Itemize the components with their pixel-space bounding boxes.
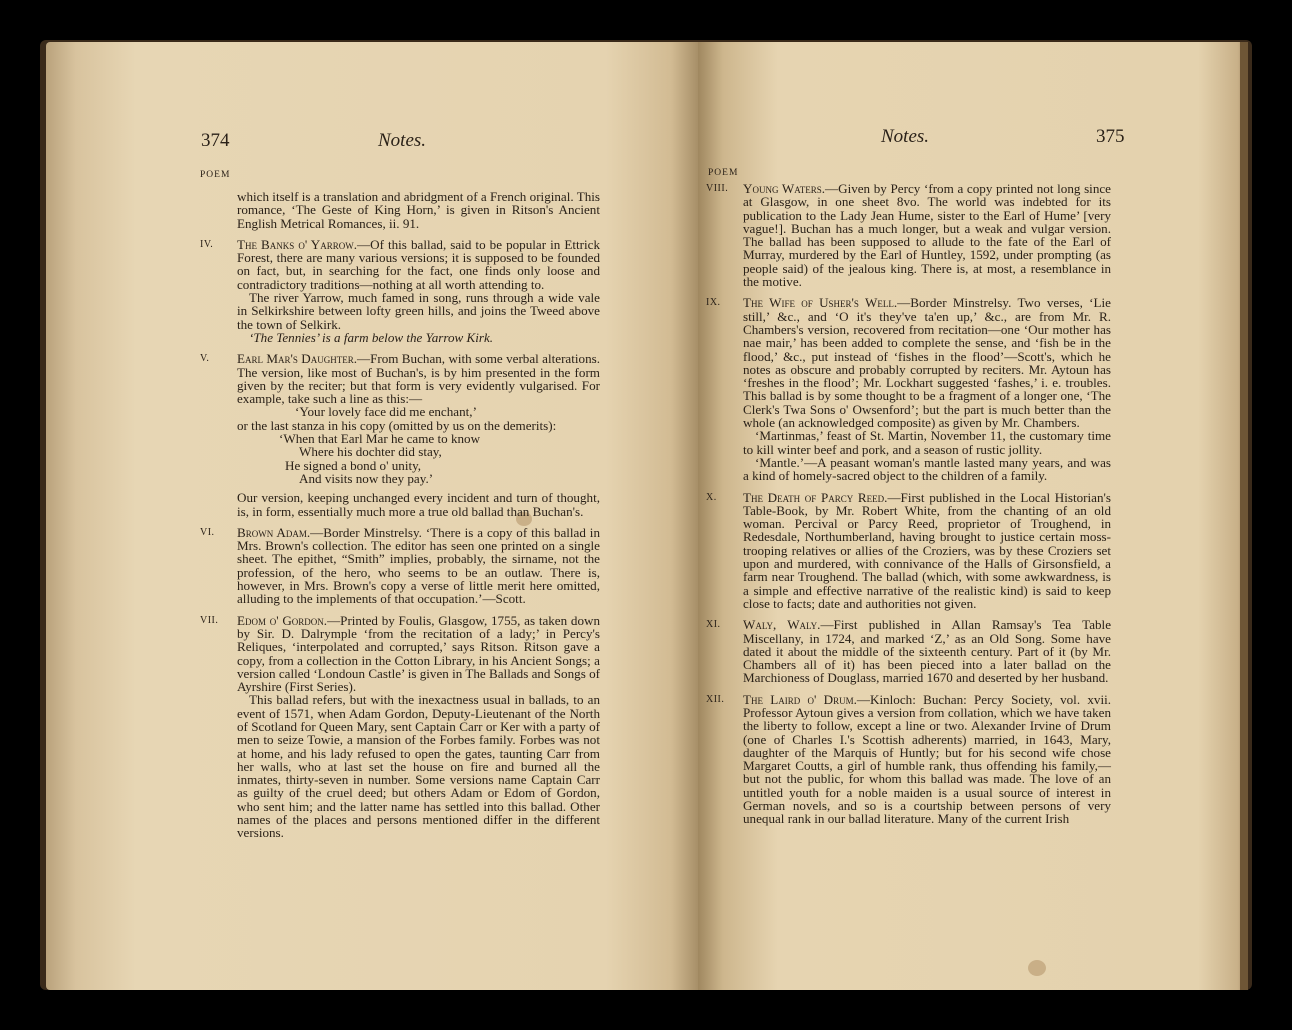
note-body: —From Buchan, with some verbal alterations. The version, like most of Buchan's, is by him presented in the form given by the reciter; but that form is very evidently vulgarised. For example, take such a line as this:—: [237, 351, 600, 407]
running-header-right: Notes.: [881, 126, 930, 147]
note-title: Edom o' Gordon.: [237, 612, 328, 628]
note-number: IX.: [706, 297, 721, 309]
note-title: Earl Mar's Daughter.: [237, 351, 357, 367]
note-number: VIII.: [706, 183, 729, 194]
note-paragraph: The river Yarrow, much famed in song, runs through a wide vale in Selkirkshire between lofty green hills, and joins the Tweed above the town of Selkirk.: [237, 290, 600, 332]
note-number: XI.: [706, 619, 721, 631]
note-body: —Of this ballad, said to be popular in Ettrick Forest, there are many various versions; it is supposed to be founded on fact, but, in searching for the fact, one finds only loose and contradictory traditions—nothing at all worth attending to.: [237, 236, 601, 292]
page-number-right: 375: [1096, 126, 1125, 147]
note-paragraph: ‘The Tennies’ is a farm below the Yarrow Kirk.: [249, 329, 494, 345]
verse-line: ‘When that Earl Mar he came to know: [279, 431, 481, 447]
verse-line: And visits now they pay.’: [299, 470, 434, 486]
note-v: [200, 352, 600, 518]
note-continuation: which itself is a translation and abridgment of a French original. This romance, ‘The Geste of King Horn,’ is given in Ritson's Ancient English Metrical Romances, ii. 91.: [237, 189, 600, 231]
note-number: XII.: [706, 693, 725, 705]
note-paragraph: This ballad refers, but with the inexactness usual in ballads, to an event of 1571, when Adam Gordon, Deputy-Lieutenant of the North of Scotland for Queen Mary, sent Captain Carr or Ker with a party of men to seize Towie, a mansion of the Forbes family. Forbes was not at home, and his lady refused to open the gates, taunting Carr from her walls, who at last set the house on fire and burned all the inmates, thirty-seven in number. Some versions name Captain Carr as guilty of the cruel deed; but others Adam or Edom of Gordon, who sent him; and the latter name has settled into this ballad. Other names of the places and persons mentioned differ in the different versions.: [237, 692, 600, 841]
note-paragraph: Our version, keeping unchanged every incident and turn of thought, is, in form, essentially much more a true old ballad than Buchan's.: [237, 490, 600, 519]
note-number: V.: [200, 353, 210, 365]
note-vii: [200, 614, 600, 840]
paper-stain: [1028, 960, 1046, 976]
note-body: —Given by Percy ‘from a copy printed not long since at Glasgow, in one sheet 8vo. The world was indebted for its publication to the Lady Jean Hume, sister to the Earl of Hume’ [very vague!]. Buchan has a much longer, but a weak and vulgar version. The ballad has been supposed to allude to the fate of the Earl of Murray, murdered by the Earl of Huntley, 1592, under prompting (as people said) of the jealous king. There is, at most, a resemblance in the motive.: [743, 181, 1111, 290]
note-title: The Death of Parcy Reed.: [743, 489, 888, 505]
note-iv: [200, 238, 600, 344]
note-vi: [200, 526, 600, 606]
note-body: —First published in Allan Ramsay's Tea Table Miscellany, in 1724, and marked ‘Z,’ as an Old Song. Some have dated it about the middle of the sixteenth century. Part of it (by Mr. Chambers all of it) has been pieced into a later ballad on the Marchioness of Douglass, married 1670 and deserted by her husband.: [743, 617, 1112, 686]
note-x: [706, 491, 1111, 611]
left-page: [46, 42, 698, 990]
note-number: VI.: [200, 526, 215, 538]
verse-line: He signed a bond o' unity,: [285, 457, 422, 473]
note-paragraph: ‘Martinmas,’ feast of St. Martin, November 11, the customary time to kill winter beef and pork, and a season of rustic jollity.: [743, 428, 1111, 457]
left-column: [200, 190, 600, 848]
note-body: —Kinloch: Buchan: Percy Society, vol. xvii. Professor Aytoun gives a version from collation, which we have taken the liberty to follow, except a line or two. Alexander Irvine of Drum (one of Charles I.'s Scottish adherents) married, in 1643, Mary, daughter of the Marquis of Huntly; but for his second wife chose Margaret Coutts, a girl of humble rank, thus offending his family,—but not the public, for whom this ballad was made. The love of an untitled youth for a noble maiden is a usual source of interest in German novels, and so is a courtship between persons of very unequal rank in our ballad literature. Many of the current Irish: [743, 691, 1112, 827]
note-body: —Border Minstrelsy. Two verses, ‘Lie still,’ &c., and ‘O it's they've ta'en up,’ &c., are from Mr. R. Chambers's version, recovered from recitation—one ‘Our mother has nae mair,’ has been added to complete the sense, and ‘fish be in the flood,’ &c., put instead of ‘fishes in the flood’—Scott's, which he notes as obscure and probably corrupted by reciters. Mr. Aytoun has ‘freshes in the flood’; Mr. Lockhart suggested ‘fashes,’ i. e. troubles. This ballad is by some thought to be a fragment of a longer one, ‘The Clerk's Twa Sons o' Owsenford’; but the part is much better than the whole (an acknowledged composite) as given by Mr. Chambers.: [743, 295, 1111, 431]
running-header-left: Notes.: [378, 130, 427, 151]
note-ix: [706, 296, 1111, 482]
note-paragraph: ‘Mantle.’—A peasant woman's mantle lasted many years, and was a kind of homely-sacred object to the children of a family.: [743, 454, 1111, 484]
note-number: VII.: [200, 614, 219, 626]
note-viii: [706, 182, 1111, 288]
note-title: Brown Adam.: [237, 524, 311, 540]
note-number: X.: [706, 491, 717, 503]
open-book: [40, 40, 1252, 990]
note-xi: [706, 618, 1111, 684]
poem-label-right: POEM: [708, 168, 739, 178]
note-number: IV.: [200, 238, 214, 250]
note-title: The Laird o' Drum.: [743, 691, 857, 707]
note-title: Young Waters.: [743, 181, 826, 196]
note-body: —Printed by Foulis, Glasgow, 1755, as taken down by Sir. D. Dalrymple ‘from the recitation of a lady;’ in Percy's Reliques, ‘interpolated and corrupted,’ says Ritson. Ritson gave a copy, from a collection in the Cotton Library, in his Ancient Songs; a version called ‘Londoun Castle’ is given in The Ballads and Songs of Ayrshire (First Series).: [237, 612, 600, 695]
verse-line: Where his dochter did stay,: [299, 444, 442, 460]
verse-line: ‘Your lovely face did me enchant,’: [295, 404, 477, 420]
note-title: The Wife of Usher's Well.: [743, 295, 898, 311]
note-title: The Banks o' Yarrow.: [237, 236, 358, 252]
note-title: Waly, Waly.: [743, 617, 821, 633]
note-xii: [706, 693, 1111, 826]
right-page: [698, 42, 1248, 990]
note-body: —First published in the Local Historian's Table-Book, by Mr. Robert White, from the chanting of an old woman. Percival or Parcy Reed, proprietor of Troughend, in Redesdale, Northumberland, having brought to justice certain moss-trooping relatives or allies of the Croziers, was by these Croziers set upon and murdered, with connivance of the Halls of Girsonsfield, a farm near Troughend. The ballad (which, with some awkwardness, is a simple and effective narrative of the realistic kind) is said to keep close to facts; date and authorities not given.: [743, 489, 1111, 611]
page-edge: [1240, 42, 1248, 990]
note-paragraph: or the last stanza in his copy (omitted by us on the demerits):: [237, 417, 557, 433]
right-column: [706, 182, 1111, 834]
note-body: —Border Minstrelsy. ‘There is a copy of this ballad in Mrs. Brown's collection. The editor has seen one printed on a single sheet. The epithet, “Smith” implies, probably, the sirname, not the profession, of the hero, who seems to be an outlaw. There is, however, in Mrs. Brown's copy a verse of little merit here omitted, alluding to the implements of that occupation.’—Scott.: [237, 524, 600, 607]
poem-label-left: POEM: [200, 170, 231, 180]
page-number-left: 374: [201, 130, 230, 151]
